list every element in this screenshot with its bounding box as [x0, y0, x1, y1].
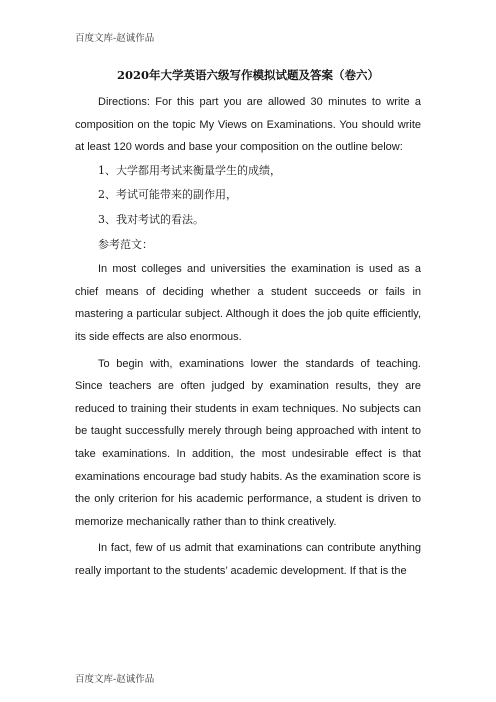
document-title: 2020年大学英语六级写作模拟试题及答案（卷六） — [116, 68, 379, 82]
outline-item: 1、大学都用考试来衡量学生的成绩， — [98, 163, 281, 177]
document-body — [75, 91, 421, 583]
essay-paragraph: In most colleges and universities the examination is used as a chief means of deciding whether a student succeeds or fails in mastering a particular subject. Although it does the job quite efficiently, its side effects are also enormous. — [75, 263, 421, 344]
reference-label: 参考范文： — [98, 238, 153, 252]
essay-paragraph: In fact, few of us admit that examinations can contribute anything really important to the students’ academic development. If that is the — [75, 542, 421, 577]
essay-paragraph: To begin with, examinations lower the standards of teaching. Since teachers are often judged by examination results, they are reduced to training their students in exam techniques. No subjects can be taught successfully merely through being approached with intent to take examinations. In addition, the most undesirable effect is that examinations encourage bad study habits. As the examination score is the only criterion for his academic performance, a student is driven to memorize mechanically rather than to think creatively. — [75, 357, 421, 528]
outline-item: 3、我对考试的看法。 — [98, 212, 204, 226]
directions-paragraph: Directions: For this part you are allowed 30 minutes to write a composition on the topic My Views on Examinations. You should write at least 120 words and base your composition on the outline below: — [75, 96, 421, 154]
outline-item: 2、考试可能带来的副作用， — [98, 188, 237, 202]
footer-watermark: 百度文库-赵诚作品 — [75, 674, 155, 685]
header-watermark: 百度文库-赵诚作品 — [75, 33, 155, 44]
